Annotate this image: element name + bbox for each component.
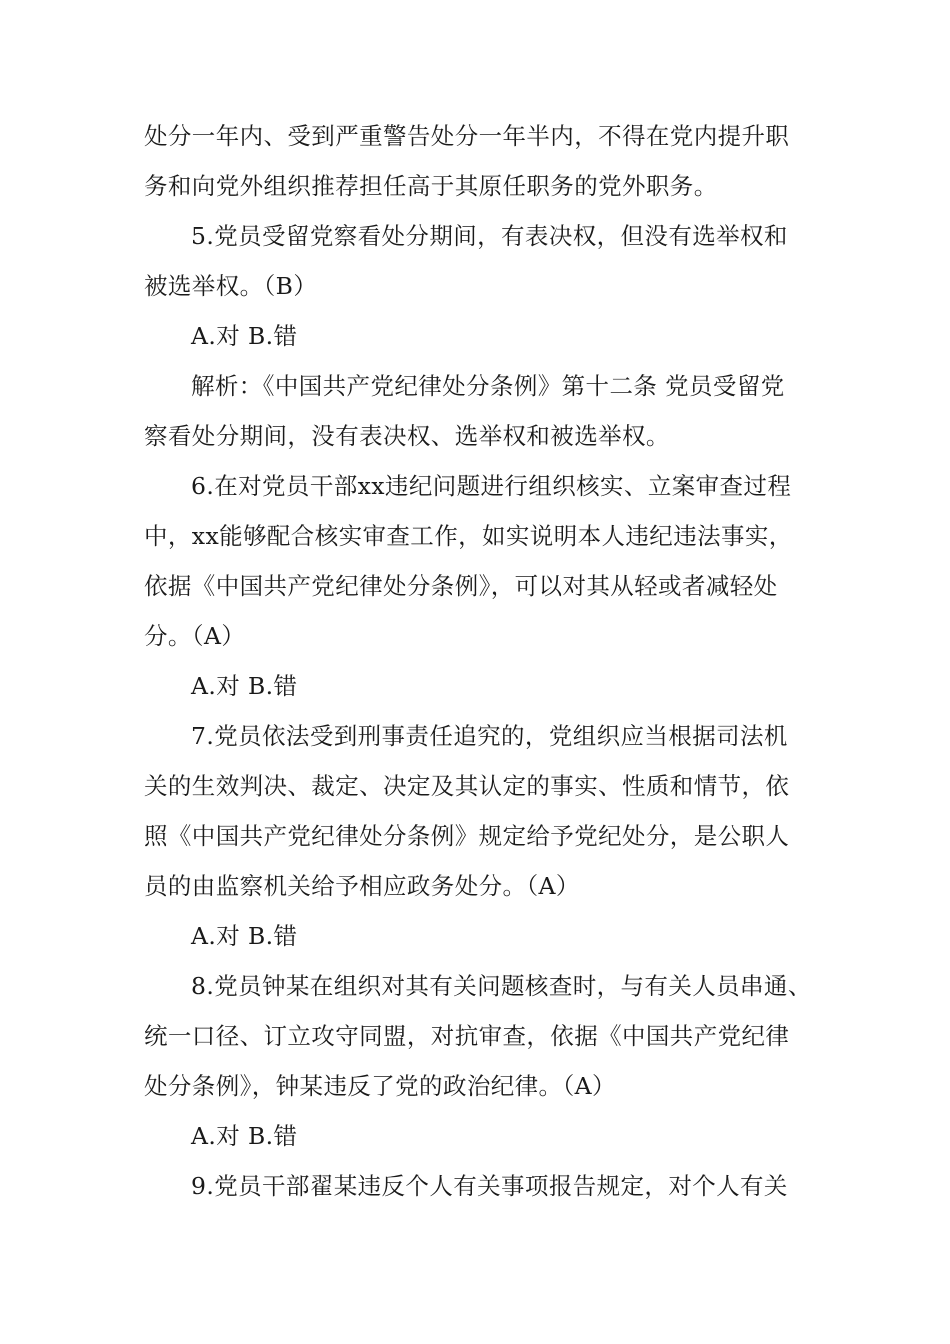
- text-line: 务和向党外组织推荐担任高于其原任职务的党外职务。: [144, 172, 718, 200]
- text-line: 依据《中国共产党纪律处分条例》，可以对其从轻或者减轻处: [144, 572, 778, 600]
- text-line: 8.党员钟某在组织对其有关问题核查时，与有关人员串通、: [191, 972, 812, 1000]
- text-line: 察看处分期间，没有表决权、选举权和被选举权。: [144, 422, 670, 450]
- text-line: 6.在对党员干部xx违纪问题进行组织核实、立案审查过程: [191, 472, 792, 500]
- text-line: 员的由监察机关给予相应政务处分。（A）: [144, 872, 580, 900]
- text-line: A.对 B.错: [191, 322, 298, 350]
- text-line: 处分一年内、受到严重警告处分一年半内，不得在党内提升职: [144, 122, 790, 150]
- text-line: 7.党员依法受到刑事责任追究的，党组织应当根据司法机: [191, 722, 788, 750]
- text-line: 处分条例》，钟某违反了党的政治纪律。（A）: [144, 1072, 616, 1100]
- text-line: 关的生效判决、裁定、决定及其认定的事实、性质和情节，依: [144, 772, 790, 800]
- text-line: A.对 B.错: [191, 1122, 298, 1150]
- text-line: 被选举权。（B）: [144, 272, 318, 300]
- text-line: 分。（A）: [144, 622, 246, 650]
- text-line: A.对 B.错: [191, 672, 298, 700]
- text-line: 解析：《中国共产党纪律处分条例》第十二条 党员受留党: [191, 372, 785, 400]
- text-line: 9.党员干部翟某违反个人有关事项报告规定，对个人有关: [191, 1172, 788, 1200]
- text-line: 统一口径、订立攻守同盟，对抗审查，依据《中国共产党纪律: [144, 1022, 790, 1050]
- text-line: 照《中国共产党纪律处分条例》规定给予党纪处分，是公职人: [144, 822, 790, 850]
- text-line: 5.党员受留党察看处分期间，有表决权，但没有选举权和: [191, 222, 788, 250]
- text-line: 中，xx能够配合核实审查工作，如实说明本人违纪违法事实，: [144, 522, 793, 550]
- text-line: A.对 B.错: [191, 922, 298, 950]
